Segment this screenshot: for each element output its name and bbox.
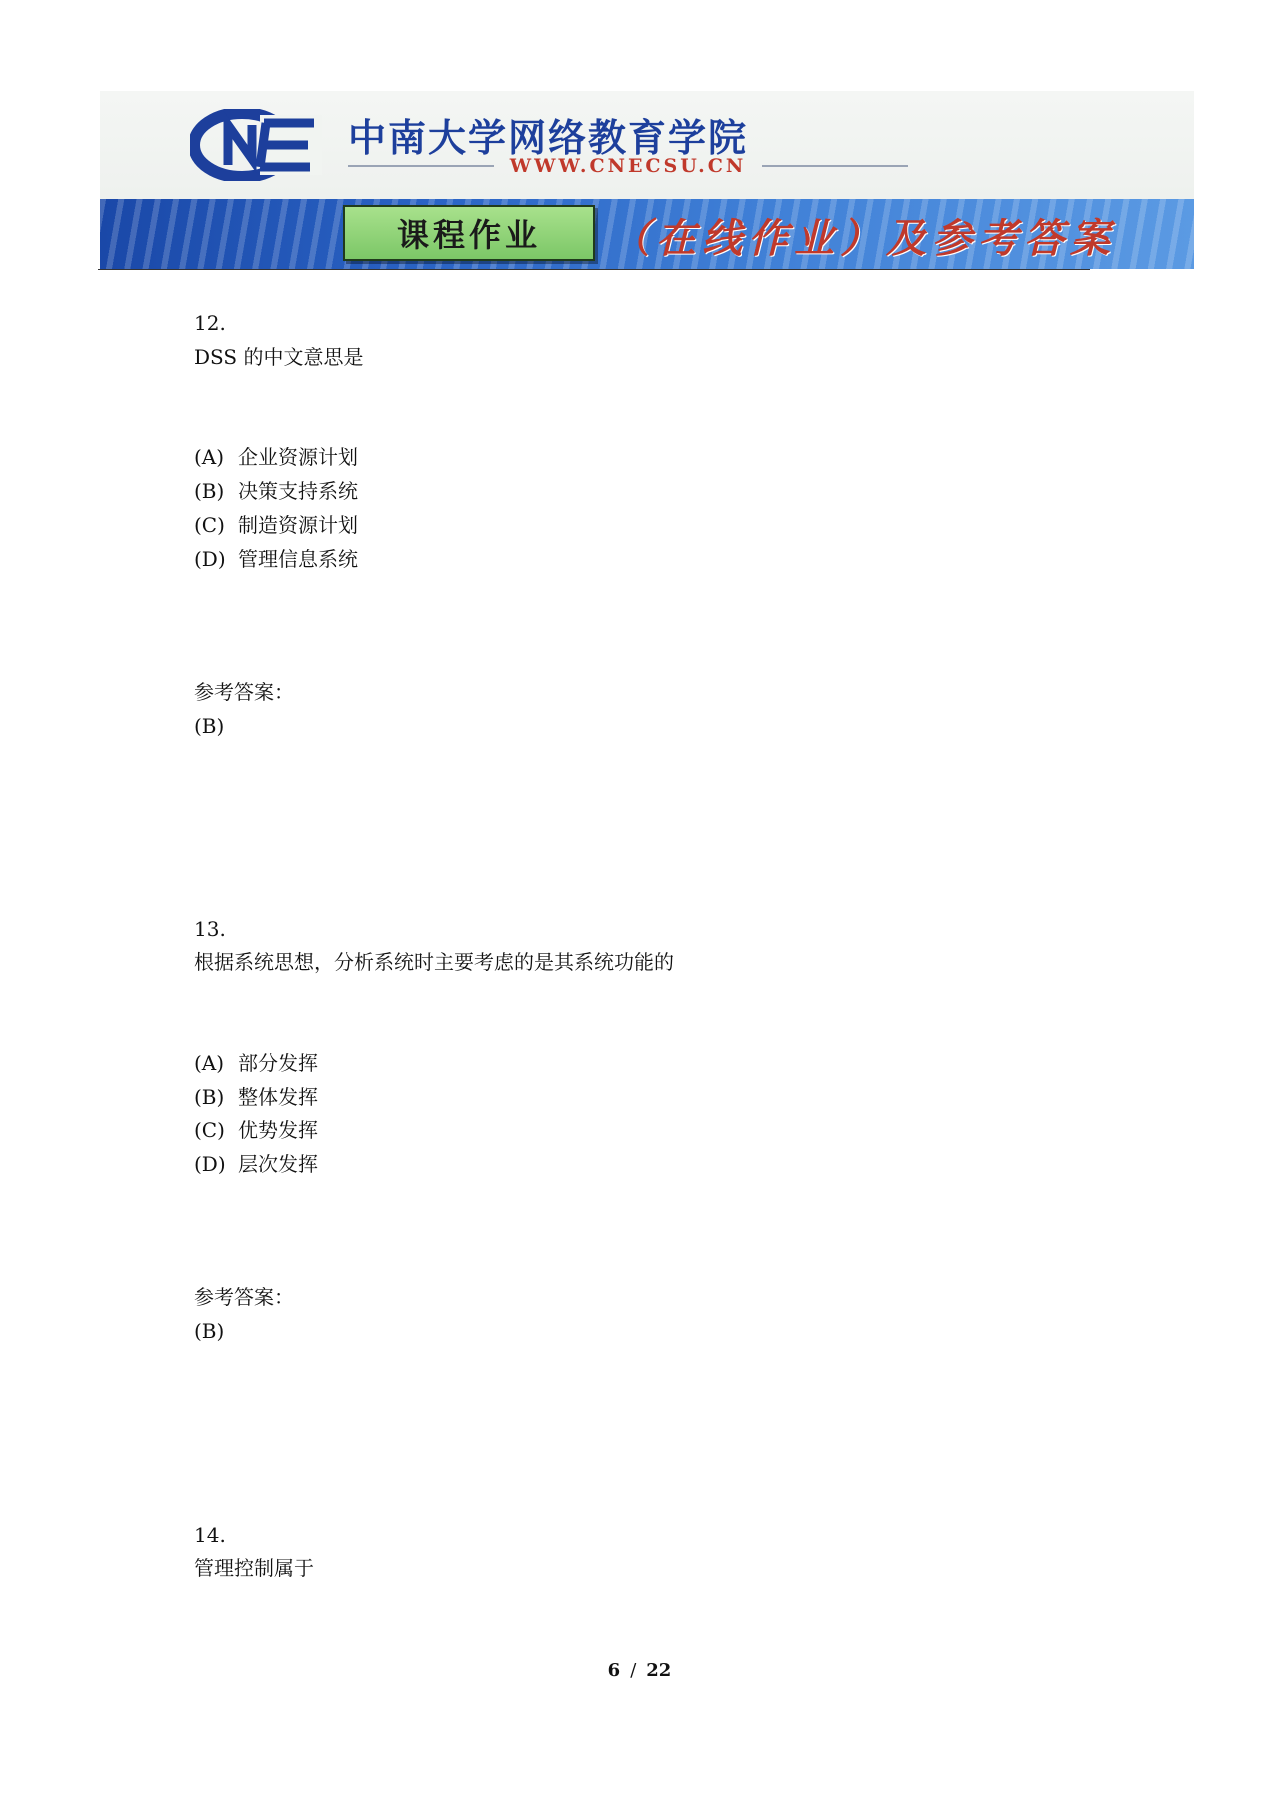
school-name: 中南大学网络教育学院: [348, 116, 749, 160]
option-item: [194, 542, 358, 576]
option-text: 制造资源计划: [238, 513, 358, 537]
option-letter: (D): [194, 1152, 226, 1176]
answer-label: 参考答案：: [194, 680, 294, 704]
banner-top: [100, 91, 1194, 199]
course-label: 课程作业: [343, 205, 595, 261]
banner-band: [100, 199, 1194, 269]
header-divider: [98, 269, 1090, 270]
option-text: 层次发挥: [238, 1152, 318, 1176]
question-number: 14.: [194, 1523, 226, 1547]
page-number: [0, 1660, 1279, 1681]
option-text: 部分发挥: [238, 1051, 318, 1075]
school-logo: [190, 109, 322, 181]
option-item: [194, 474, 358, 508]
option-item: [194, 440, 358, 474]
page-separator: /: [630, 1660, 637, 1681]
option-text: 决策支持系统: [238, 479, 358, 503]
current-page: 6: [607, 1660, 621, 1681]
option-letter: (C): [194, 513, 225, 537]
question-text: 管理控制属于: [194, 1556, 314, 1580]
question-text: DSS 的中文意思是: [194, 345, 364, 369]
banner-slogan: （在线作业）及参考答案: [610, 215, 1116, 262]
answer-value: (B): [194, 714, 225, 738]
option-item: [194, 1113, 318, 1147]
answer-label: 参考答案：: [194, 1285, 294, 1309]
answer-value: (B): [194, 1319, 225, 1343]
option-text: 企业资源计划: [238, 445, 358, 469]
option-text: 管理信息系统: [238, 547, 358, 571]
option-letter: (A): [194, 445, 225, 469]
school-url-text: WWW.CNECSU.CN: [509, 155, 747, 177]
school-url: [348, 155, 908, 177]
option-text: 整体发挥: [238, 1085, 318, 1109]
option-item: [194, 1147, 318, 1181]
url-rule-right: [762, 165, 908, 167]
option-letter: (B): [194, 479, 225, 503]
question-text: 根据系统思想，分析系统时主要考虑的是其系统功能的: [194, 950, 674, 974]
total-pages: 22: [646, 1660, 672, 1681]
url-rule-left: [348, 165, 494, 167]
option-text: 优势发挥: [238, 1118, 318, 1142]
header-banner: [100, 91, 1194, 269]
question-number: 13.: [194, 917, 226, 941]
logo-text: CNE: [190, 109, 193, 110]
option-letter: (C): [194, 1118, 225, 1142]
option-item: [194, 1046, 318, 1080]
option-item: [194, 1080, 318, 1114]
option-item: [194, 508, 358, 542]
question-number: 12.: [194, 311, 226, 335]
option-letter: (D): [194, 547, 226, 571]
option-letter: (B): [194, 1085, 225, 1109]
option-letter: (A): [194, 1051, 225, 1075]
